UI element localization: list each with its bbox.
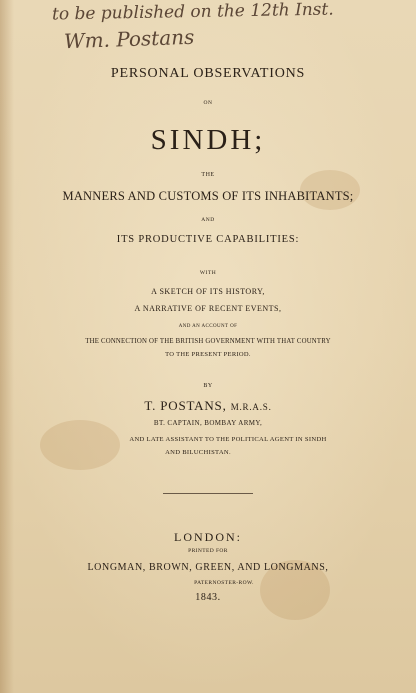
imprint-year: 1843. <box>195 592 221 603</box>
author-name: T. POSTANS, <box>144 398 227 413</box>
handwritten-note: to be published on the 12th Inst. <box>51 0 334 25</box>
subtitle-1: A SKETCH OF ITS HISTORY, <box>151 287 265 296</box>
imprint-publisher: LONGMAN, BROWN, GREEN, AND LONGMANS, <box>87 562 329 573</box>
author-role-2: AND LATE ASSISTANT TO THE POLITICAL AGENT IN SINDH <box>129 436 327 443</box>
title-line-2: MANNERS AND CUSTOMS OF ITS INHABITANTS; <box>62 189 354 203</box>
imprint-city: LONDON: <box>174 530 242 544</box>
author-role-3: AND BILUCHISTAN. <box>165 449 231 456</box>
subtitle-3: AND AN ACCOUNT OF <box>178 324 238 329</box>
author-name-line <box>0 398 416 414</box>
title-the: THE <box>201 172 215 178</box>
subtitle-5: TO THE PRESENT PERIOD. <box>165 351 251 358</box>
imprint-address: PATERNOSTER-ROW. <box>194 580 254 586</box>
title-main: SINDH; <box>150 124 266 156</box>
subtitle-4: THE CONNECTION OF THE BRITISH GOVERNMENT WITH THAT COUNTRY <box>85 338 331 345</box>
foxing-spot <box>40 420 120 470</box>
title-and: AND <box>201 217 215 223</box>
title-with: WITH <box>199 270 217 276</box>
author-by: BY <box>203 383 213 389</box>
title-on: ON <box>203 100 213 106</box>
subtitle-2: A NARRATIVE OF RECENT EVENTS, <box>134 304 282 313</box>
author-credentials: M.R.A.S. <box>230 402 272 412</box>
author-role-1: BT. CAPTAIN, BOMBAY ARMY, <box>153 419 263 427</box>
title-line-3: ITS PRODUCTIVE CAPABILITIES: <box>116 234 300 245</box>
title-line-1: PERSONAL OBSERVATIONS <box>110 66 306 81</box>
handwritten-signature: Wm. Postans <box>63 24 195 54</box>
imprint-printed-for: PRINTED FOR <box>188 548 228 554</box>
divider-rule <box>163 493 253 494</box>
